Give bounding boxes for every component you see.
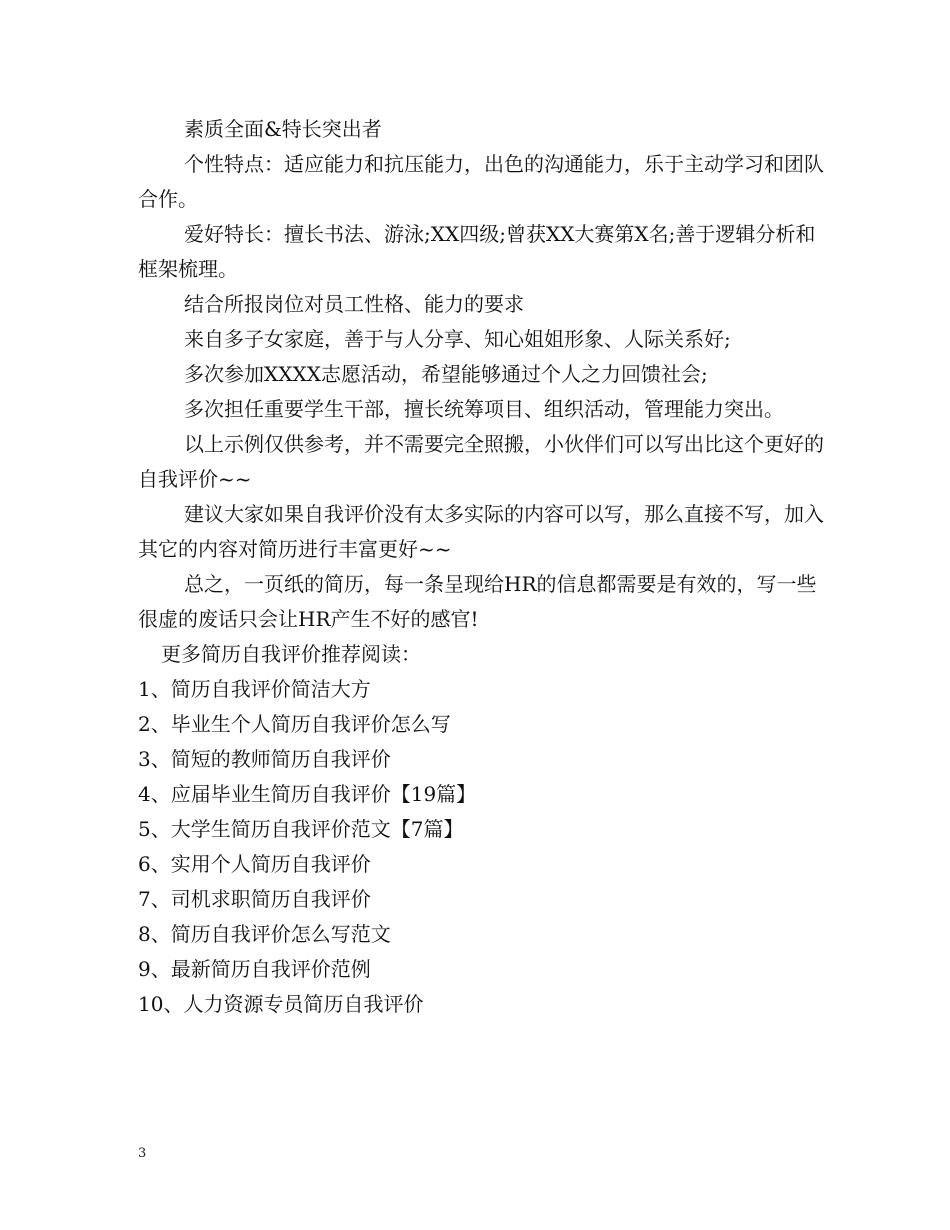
more-reading-heading: 更多简历自我评价推荐阅读： xyxy=(161,642,421,666)
paragraph-hobbies: 爱好特长：擅长书法、游泳;XX四级;曾获XX大赛第X名;善于逻辑分析和框架梳理。 xyxy=(138,222,816,281)
paragraph-volunteer: 多次参加XXXX志愿活动，希望能够通过个人之力回馈社会; xyxy=(184,362,708,386)
paragraph-personality: 个性特点：适应能力和抗压能力，出色的沟通能力，乐于主动学习和团队合作。 xyxy=(138,152,824,211)
paragraph-job-requirements: 结合所报岗位对员工性格、能力的要求 xyxy=(184,292,524,316)
paragraph-family: 来自多子女家庭，善于与人分享、知心姐姐形象、人际关系好; xyxy=(184,327,731,351)
list-item[interactable]: 9、最新简历自我评价范例 xyxy=(138,957,371,981)
list-item[interactable]: 4、应届毕业生简历自我评价【19篇】 xyxy=(138,782,477,806)
more-reading-list xyxy=(138,672,828,1022)
list-item[interactable]: 5、大学生简历自我评价范文【7篇】 xyxy=(138,817,464,841)
page-number: 3 xyxy=(138,1146,147,1161)
list-item[interactable]: 1、简历自我评价简洁大方 xyxy=(138,677,371,701)
list-item[interactable]: 3、简短的教师简历自我评价 xyxy=(138,747,391,771)
paragraph-suggestion: 建议大家如果自我评价没有太多实际的内容可以写，那么直接不写，加入其它的内容对简历进行丰富更好~~ xyxy=(138,502,824,561)
document-body xyxy=(138,112,828,1022)
list-item[interactable]: 10、人力资源专员简历自我评价 xyxy=(138,992,424,1016)
paragraph-summary: 总之，一页纸的简历，每一条呈现给HR的信息都需要是有效的，写一些很虚的废话只会让HR产生不好的感官! xyxy=(138,572,817,631)
list-item[interactable]: 7、司机求职简历自我评价 xyxy=(138,887,371,911)
list-item[interactable]: 6、实用个人简历自我评价 xyxy=(138,852,371,876)
list-item[interactable]: 2、毕业生个人简历自我评价怎么写 xyxy=(138,712,451,736)
paragraph-example-note: 以上示例仅供参考，并不需要完全照搬，小伙伴们可以写出比这个更好的自我评价~~ xyxy=(138,432,824,491)
paragraph-title: 素质全面&特长突出者 xyxy=(184,117,382,141)
list-item[interactable]: 8、简历自我评价怎么写范文 xyxy=(138,922,391,946)
paragraph-leadership: 多次担任重要学生干部，擅长统筹项目、组织活动，管理能力突出。 xyxy=(184,397,784,421)
